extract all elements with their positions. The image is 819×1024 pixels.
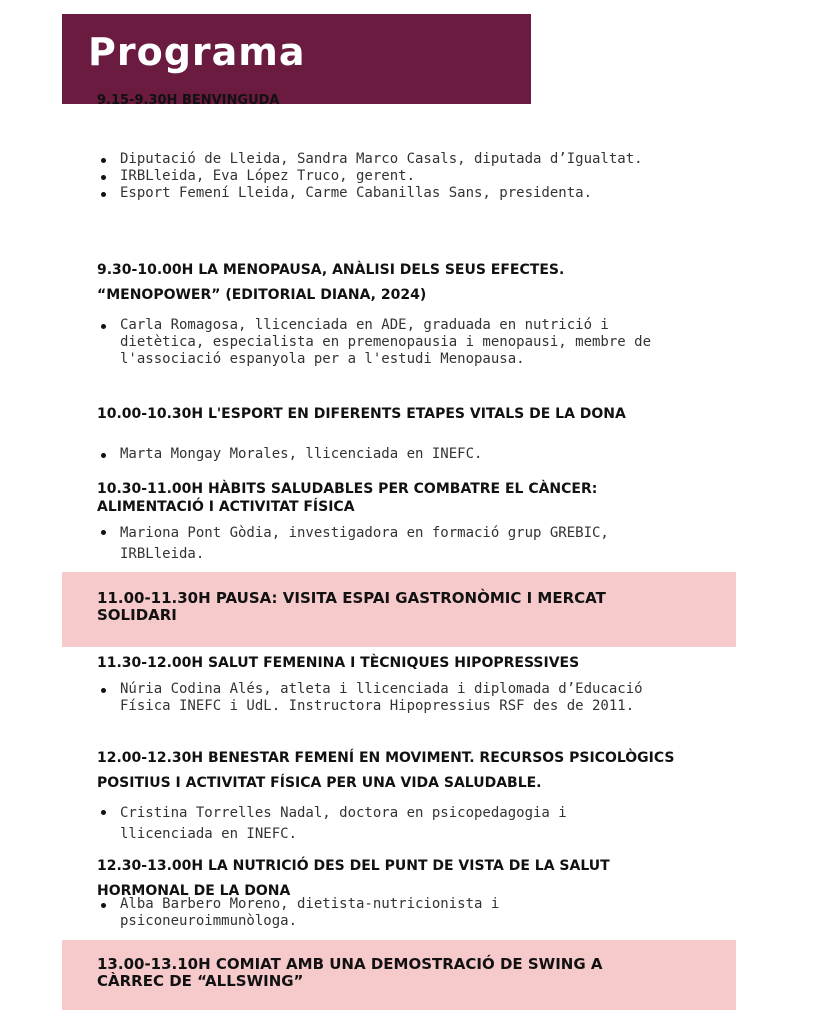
- session-heading: 12.30-13.00H LA NUTRICIÓ DES DEL PUNT DE VISTA DE LA SALUT HORMONAL DE LA DONA: [97, 858, 610, 899]
- speaker-item: Mariona Pont Gòdia, investigadora en formació grup GREBIC, IRBLleida.: [96, 523, 666, 565]
- speaker-list: [96, 523, 666, 565]
- session-heading: 10.30-11.00H HÀBITS SALUDABLES PER COMBATRE EL CÀNCER: ALIMENTACIÓ I ACTIVITAT FÍSICA: [97, 481, 598, 515]
- speaker-list: [96, 151, 656, 202]
- session-heading: 9.15-9.30H BENVINGUDA: [97, 93, 280, 108]
- speaker-item: Cristina Torrelles Nadal, doctora en psicopedagogia i llicenciada en INEFC.: [96, 803, 666, 845]
- session-heading: 10.00-10.30H L'ESPORT EN DIFERENTS ETAPES VITALS DE LA DONA: [97, 406, 626, 422]
- speaker-list: [96, 803, 666, 845]
- session-heading: 11.30-12.00H SALUT FEMENINA I TÈCNIQUES HIPOPRESSIVES: [97, 655, 580, 671]
- speaker-list: [96, 896, 666, 930]
- session-heading: 13.00-13.10H COMIAT AMB UNA DEMOSTRACIÓ DE SWING A CÀRREC DE “ALLSWING”: [97, 955, 603, 990]
- session-heading: 12.00-12.30H BENESTAR FEMENÍ EN MOVIMENT. RECURSOS PSICOLÒGICS POSITIUS I ACTIVITAT FÍSICA PER UNA VIDA SALUDABLE.: [97, 750, 675, 791]
- speaker-item: Marta Mongay Morales, llicenciada en INEFC.: [96, 446, 656, 463]
- session-heading: 11.00-11.30H PAUSA: VISITA ESPAI GASTRONÒMIC I MERCAT SOLIDARI: [97, 589, 606, 624]
- page-title: Programa: [88, 30, 306, 74]
- speaker-item: Núria Codina Alés, atleta i llicenciada i diplomada d’Educació Física INEFC i UdL. Instructora Hipopressius RSF des de 2011.: [96, 681, 656, 715]
- speaker-item: Alba Barbero Moreno, dietista-nutricionista i psiconeuroimmunòloga.: [96, 896, 666, 930]
- speaker-item: Esport Femení Lleida, Carme Cabanillas Sans, presidenta.: [96, 185, 656, 202]
- speaker-list: [96, 446, 656, 463]
- speaker-item: IRBLleida, Eva López Truco, gerent.: [96, 168, 656, 185]
- session-heading: 9.30-10.00H LA MENOPAUSA, ANÀLISI DELS SEUS EFECTES. “MENOPOWER” (EDITORIAL DIANA, 2024): [97, 262, 565, 303]
- speaker-item: Carla Romagosa, llicenciada en ADE, graduada en nutrició i dietètica, especialista en premenopausia i menopausi, membre de l'associació espanyola per a l'estudi Menopausa.: [96, 317, 666, 368]
- speaker-item: Diputació de Lleida, Sandra Marco Casals, diputada d’Igualtat.: [96, 151, 656, 168]
- speaker-list: [96, 681, 656, 715]
- speaker-list: [96, 317, 666, 368]
